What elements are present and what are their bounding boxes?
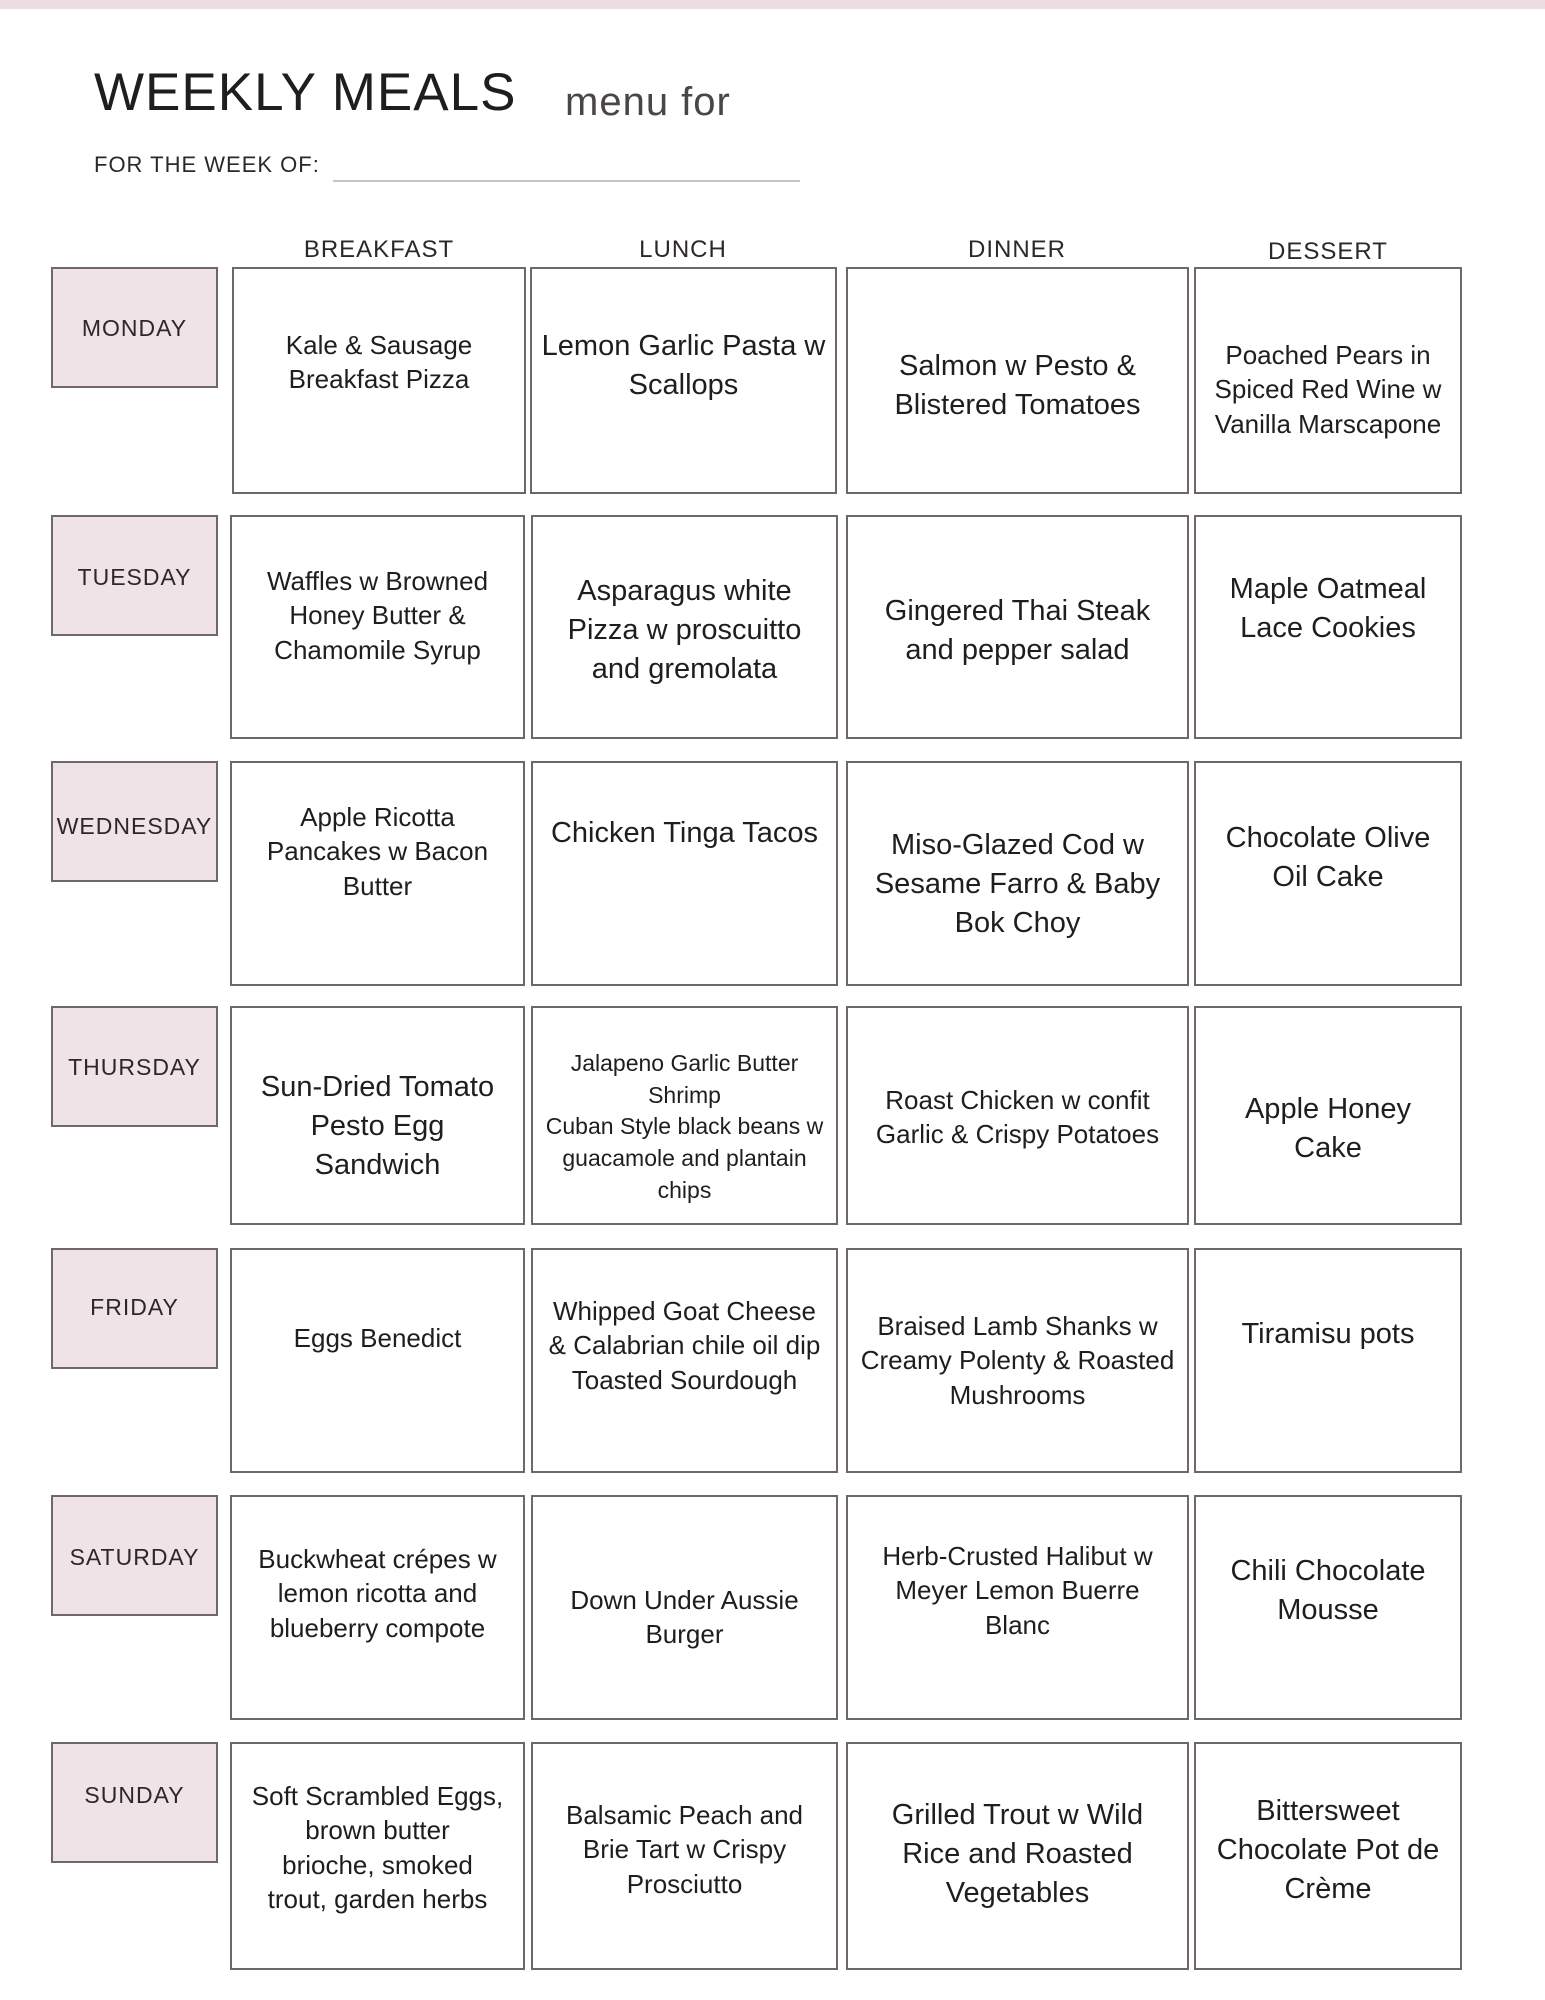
- meal-text: Kale & Sausage Breakfast Pizza: [285, 330, 473, 395]
- meal-cell-monday-dinner[interactable]: [846, 267, 1189, 494]
- day-label-thursday: THURSDAY: [68, 1054, 201, 1080]
- meal-text: Herb-Crusted Halibut w Meyer Lemon Buerre Blanc: [882, 1541, 1153, 1640]
- meal-cell-sunday-breakfast[interactable]: [230, 1742, 525, 1970]
- meal-cell-saturday-dessert[interactable]: [1194, 1495, 1462, 1720]
- day-label-saturday: SATURDAY: [69, 1544, 200, 1570]
- week-of-blank-line[interactable]: [333, 180, 800, 182]
- meal-text: Tiramisu pots: [1241, 1318, 1415, 1350]
- meal-cell-tuesday-dinner[interactable]: [846, 515, 1189, 739]
- meal-cell-sunday-lunch[interactable]: [531, 1742, 838, 1970]
- day-label-tuesday: TUESDAY: [77, 564, 192, 590]
- page-title: WEEKLY MEALS: [94, 63, 517, 122]
- meal-text: Down Under Aussie Burger: [570, 1585, 799, 1650]
- meal-cell-friday-dinner[interactable]: [846, 1248, 1189, 1473]
- meal-text: Apple Honey Cake: [1244, 1093, 1412, 1164]
- meal-cell-thursday-lunch[interactable]: [531, 1006, 838, 1225]
- meal-cell-monday-breakfast[interactable]: [232, 267, 526, 494]
- meal-text: Asparagus white Pizza w proscuitto and gremolata: [567, 575, 802, 685]
- meal-text: Poached Pears in Spiced Red Wine w Vanilla Marscapone: [1214, 340, 1442, 439]
- week-of-label: FOR THE WEEK OF:: [94, 152, 320, 177]
- meal-text: Sun-Dried Tomato Pesto Egg Sandwich: [260, 1071, 495, 1181]
- meal-text: Lemon Garlic Pasta w Scallops: [541, 330, 826, 401]
- meal-cell-sunday-dinner[interactable]: [846, 1742, 1189, 1970]
- meal-cell-tuesday-dessert[interactable]: [1194, 515, 1462, 739]
- meal-cell-friday-lunch[interactable]: [531, 1248, 838, 1473]
- meal-cell-thursday-breakfast[interactable]: [230, 1006, 525, 1225]
- meal-text: Gingered Thai Steak and pepper salad: [884, 595, 1151, 666]
- meal-text: Whipped Goat Cheese & Calabrian chile oil dip Toasted Sourdough: [548, 1296, 821, 1395]
- meal-cell-saturday-dinner[interactable]: [846, 1495, 1189, 1720]
- column-header-dessert: DESSERT: [1268, 238, 1388, 265]
- column-header-dinner: DINNER: [967, 236, 1066, 263]
- meal-cell-wednesday-dessert[interactable]: [1194, 761, 1462, 986]
- meal-cell-saturday-lunch[interactable]: [531, 1495, 838, 1720]
- meal-cell-friday-breakfast[interactable]: [230, 1248, 525, 1473]
- meal-cell-thursday-dinner[interactable]: [846, 1006, 1189, 1225]
- meal-text: Balsamic Peach and Brie Tart w Crispy Prosciutto: [565, 1800, 804, 1899]
- meal-text: Chocolate Olive Oil Cake: [1225, 822, 1431, 893]
- meal-text: Apple Ricotta Pancakes w Bacon Butter: [266, 802, 489, 901]
- meal-text: Chicken Tinga Tacos: [550, 817, 819, 849]
- meal-cell-tuesday-lunch[interactable]: [531, 515, 838, 739]
- meal-cell-sunday-dessert[interactable]: [1194, 1742, 1462, 1970]
- meal-text: Miso-Glazed Cod w Sesame Farro & Baby Bok Choy: [874, 829, 1161, 939]
- meal-text: Jalapeno Garlic Butter Shrimp Cuban Style black beans w guacamole and plantain chips: [545, 1050, 824, 1203]
- day-label-monday: MONDAY: [81, 315, 188, 341]
- meal-text: Waffles w Browned Honey Butter & Chamomile Syrup: [266, 566, 489, 665]
- meal-text: Salmon w Pesto & Blistered Tomatoes: [894, 350, 1141, 421]
- meal-text: Chili Chocolate Mousse: [1230, 1555, 1426, 1626]
- meal-text: Braised Lamb Shanks w Creamy Polenty & Roasted Mushrooms: [860, 1311, 1175, 1410]
- meal-cell-thursday-dessert[interactable]: [1194, 1006, 1462, 1225]
- meal-cell-wednesday-breakfast[interactable]: [230, 761, 525, 986]
- meal-text: Eggs Benedict: [293, 1323, 462, 1353]
- meal-cell-tuesday-breakfast[interactable]: [230, 515, 525, 739]
- meal-cell-monday-lunch[interactable]: [530, 267, 837, 494]
- meal-text: Maple Oatmeal Lace Cookies: [1229, 573, 1427, 644]
- page-subtitle: menu for: [565, 80, 731, 124]
- meal-text: Roast Chicken w confit Garlic & Crispy Potatoes: [875, 1085, 1160, 1150]
- meal-cell-monday-dessert[interactable]: [1194, 267, 1462, 494]
- meal-text: Soft Scrambled Eggs, brown butter brioche, smoked trout, garden herbs: [251, 1781, 504, 1914]
- day-label-sunday: SUNDAY: [84, 1782, 185, 1808]
- day-label-wednesday: WEDNESDAY: [56, 813, 213, 839]
- column-header-lunch: LUNCH: [639, 236, 727, 263]
- meal-text: Bittersweet Chocolate Pot de Crème: [1216, 1795, 1440, 1905]
- meal-cell-friday-dessert[interactable]: [1194, 1248, 1462, 1473]
- meal-text: Buckwheat crépes w lemon ricotta and blueberry compote: [258, 1544, 497, 1643]
- meal-cell-wednesday-dinner[interactable]: [846, 761, 1189, 986]
- day-label-friday: FRIDAY: [90, 1294, 179, 1320]
- top-accent-strip: [0, 0, 1545, 9]
- meal-text: Grilled Trout w Wild Rice and Roasted Vegetables: [891, 1799, 1144, 1909]
- meal-cell-saturday-breakfast[interactable]: [230, 1495, 525, 1720]
- column-header-breakfast: BREAKFAST: [303, 236, 455, 263]
- meal-cell-wednesday-lunch[interactable]: [531, 761, 838, 986]
